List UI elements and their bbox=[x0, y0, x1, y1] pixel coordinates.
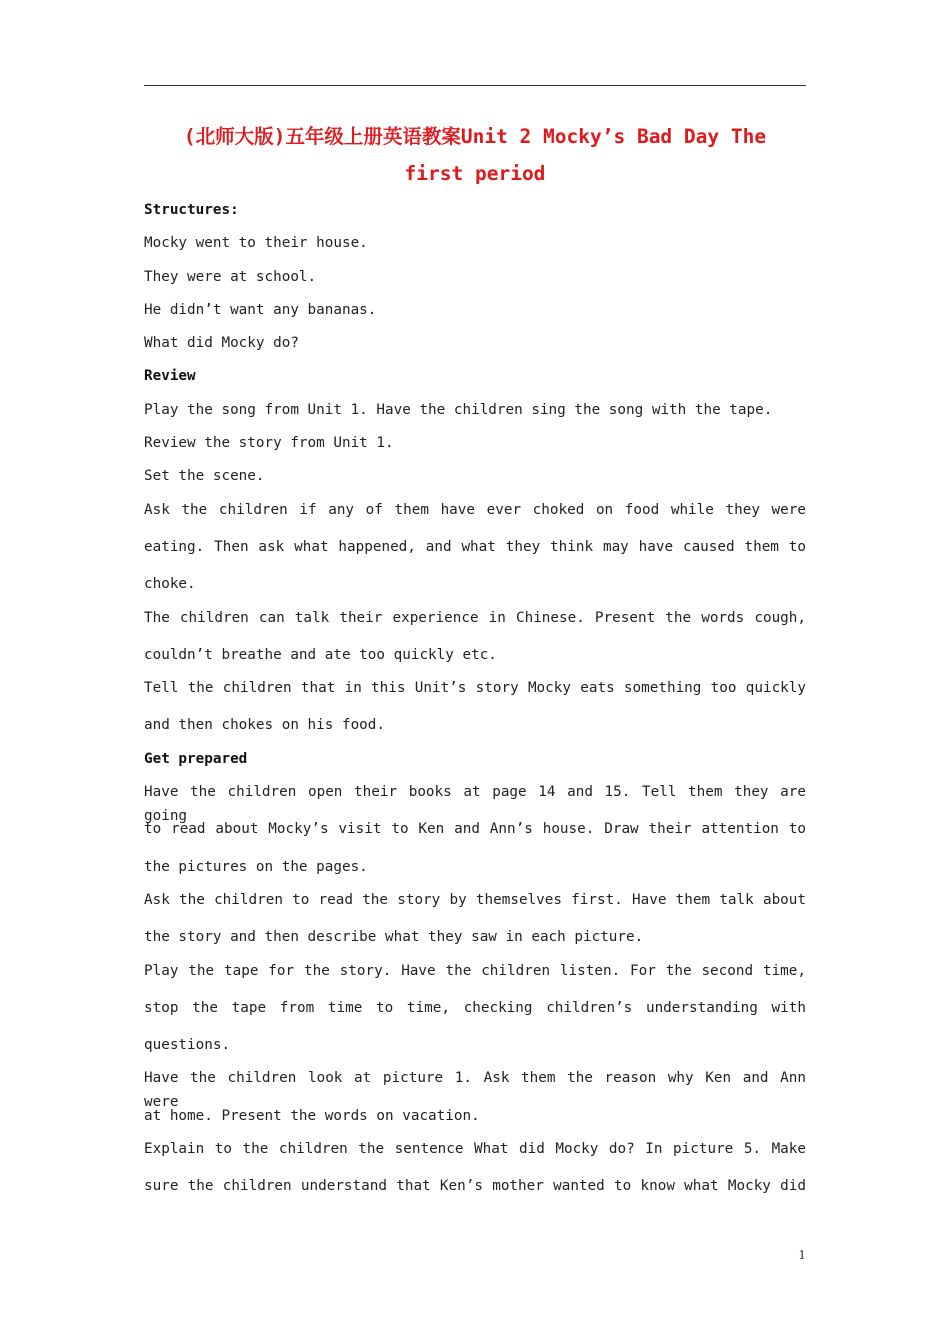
body-line: Have the children look at picture 1. Ask them the reason why Ken and Ann were bbox=[144, 1070, 806, 1111]
section-heading: Get prepared bbox=[144, 750, 248, 767]
body-line: couldn’t breathe and ate too quickly etc. bbox=[144, 646, 497, 663]
body-line: Ask the children if any of them have ever choked on food while they were bbox=[144, 501, 806, 518]
body-line: sure the children understand that Ken’s mother wanted to know what Mocky did bbox=[144, 1178, 806, 1195]
body-line: Have the children open their books at page 14 and 15. Tell them they are going bbox=[144, 784, 806, 825]
body-line: and then chokes on his food. bbox=[144, 717, 386, 734]
header-rule bbox=[144, 85, 806, 86]
body-line: Play the tape for the story. Have the children listen. For the second time, bbox=[144, 962, 806, 979]
body-line: Review the story from Unit 1. bbox=[144, 435, 394, 452]
body-line: Mocky went to their house. bbox=[144, 235, 368, 252]
body-line: eating. Then ask what happened, and what they think may have caused them to bbox=[144, 538, 806, 555]
body-line: He didn’t want any bananas. bbox=[144, 301, 377, 318]
title-line-2: first period bbox=[404, 162, 546, 185]
body-line: Explain to the children the sentence What did Mocky do? In picture 5. Make bbox=[144, 1141, 806, 1158]
body-line: Set the scene. bbox=[144, 468, 265, 485]
body-line: Ask the children to read the story by themselves first. Have them talk about bbox=[144, 891, 806, 908]
body-line: to read about Mocky’s visit to Ken and Ann’s house. Draw their attention to bbox=[144, 821, 806, 838]
body-line: They were at school. bbox=[144, 268, 317, 285]
body-line: the story and then describe what they saw in each picture. bbox=[144, 929, 644, 946]
body-line: choke. bbox=[144, 576, 196, 593]
body-line: Play the song from Unit 1. Have the children sing the song with the tape. bbox=[144, 401, 773, 418]
document-body bbox=[144, 198, 806, 1212]
body-line: What did Mocky do? bbox=[144, 335, 299, 352]
body-line: stop the tape from time to time, checking children’s understanding with bbox=[144, 999, 806, 1016]
body-line: The children can talk their experience in Chinese. Present the words cough, bbox=[144, 609, 806, 626]
section-heading: Review bbox=[144, 368, 196, 385]
body-line: at home. Present the words on vacation. bbox=[144, 1107, 480, 1124]
section-heading: Structures: bbox=[144, 202, 239, 218]
body-line: Tell the children that in this Unit’s story Mocky eats something too quickly bbox=[144, 680, 806, 697]
page-number: 1 bbox=[798, 1248, 806, 1262]
body-line: questions. bbox=[144, 1037, 231, 1054]
title-line-1: (北师大版)五年级上册英语教案Unit 2 Mocky’s Bad Day The bbox=[183, 125, 767, 148]
body-line: the pictures on the pages. bbox=[144, 858, 368, 875]
document-title bbox=[144, 118, 806, 192]
